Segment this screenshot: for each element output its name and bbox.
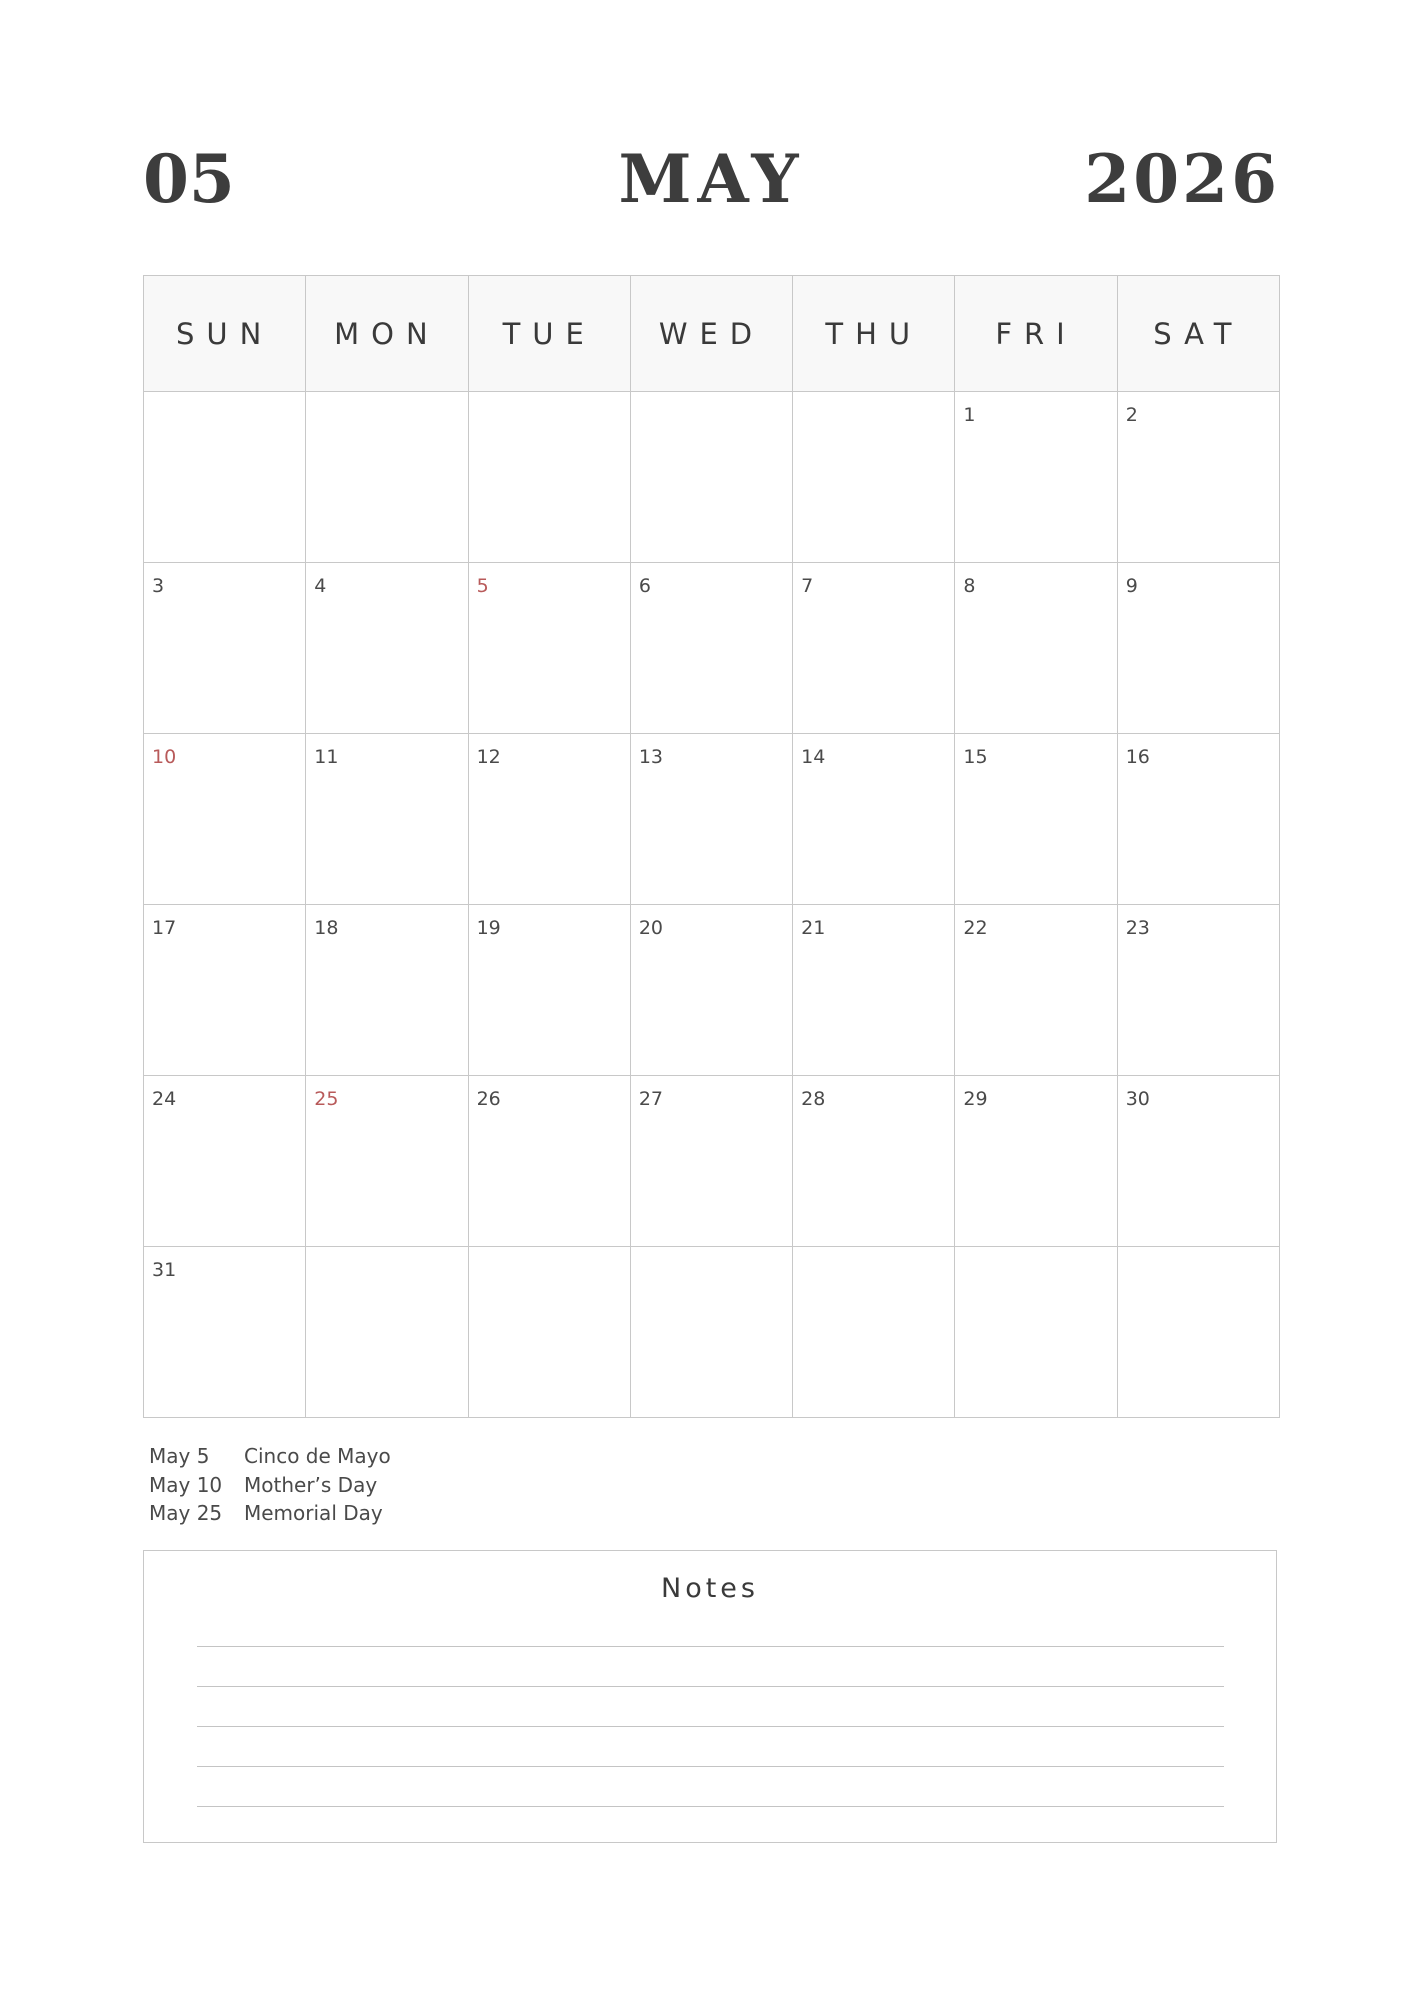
- day-cell: [793, 1247, 955, 1418]
- notes-line: [197, 1686, 1224, 1687]
- weekday-tue: TUE: [468, 276, 630, 392]
- day-cell: [955, 905, 1117, 1076]
- day-number: 16: [1125, 746, 1150, 768]
- day-number: 15: [963, 746, 988, 768]
- week-row: [144, 1247, 1280, 1418]
- week-row: [144, 563, 1280, 734]
- holiday-list: [149, 1442, 391, 1528]
- weekday-sun: SUN: [144, 276, 306, 392]
- day-number: 30: [1125, 1088, 1150, 1110]
- day-cell: [793, 734, 955, 905]
- day-number: 7: [801, 575, 814, 597]
- day-number: 8: [963, 575, 976, 597]
- day-cell: [630, 563, 792, 734]
- week-row: [144, 734, 1280, 905]
- day-number: 22: [963, 917, 988, 939]
- day-cell: [793, 392, 955, 563]
- day-number: 12: [476, 746, 501, 768]
- weekday-header-row: [144, 276, 1280, 392]
- day-cell: [306, 1247, 468, 1418]
- holiday-name: Mother’s Day: [244, 1472, 378, 1497]
- day-cell: [955, 734, 1117, 905]
- weekday-thu: THU: [793, 276, 955, 392]
- day-cell: [144, 734, 306, 905]
- holiday-name: Memorial Day: [244, 1501, 383, 1525]
- day-number-holiday: 10: [152, 746, 177, 768]
- day-cell: [1117, 392, 1279, 563]
- year: 2026: [1084, 140, 1280, 218]
- day-number-holiday: 5: [476, 575, 489, 597]
- day-number: 17: [152, 917, 177, 939]
- day-cell: [793, 563, 955, 734]
- notes-title: Notes: [661, 1573, 759, 1604]
- day-number: 31: [152, 1259, 177, 1281]
- day-cell: [468, 392, 630, 563]
- weekday-sat: SAT: [1117, 276, 1279, 392]
- day-cell: [1117, 563, 1279, 734]
- day-cell: [306, 392, 468, 563]
- weekday-mon: MON: [306, 276, 468, 392]
- day-cell: [1117, 734, 1279, 905]
- day-cell: [306, 734, 468, 905]
- day-cell: [468, 734, 630, 905]
- day-cell: [468, 563, 630, 734]
- holiday-name: Cinco de Mayo: [244, 1444, 391, 1468]
- day-number: 26: [476, 1088, 501, 1110]
- month-grid: [143, 275, 1280, 1418]
- day-cell: [1117, 905, 1279, 1076]
- day-cell: [306, 563, 468, 734]
- day-cell: [955, 392, 1117, 563]
- day-number: 18: [314, 917, 339, 939]
- holiday-date: May 10: [149, 1472, 223, 1497]
- day-number: 3: [152, 575, 165, 597]
- day-number-holiday: 25: [314, 1088, 339, 1110]
- day-cell: [630, 905, 792, 1076]
- month-number: 05: [143, 140, 235, 218]
- day-cell: [793, 905, 955, 1076]
- notes-box: [143, 1550, 1277, 1843]
- holiday-date: May 25: [149, 1501, 223, 1525]
- day-number: 6: [638, 575, 651, 597]
- day-cell: [468, 1076, 630, 1247]
- month-name: MAY: [618, 140, 805, 218]
- weekday-fri: FRI: [955, 276, 1117, 392]
- day-number: 11: [314, 746, 339, 768]
- day-number: 21: [801, 917, 826, 939]
- day-cell: [630, 1247, 792, 1418]
- day-number: 4: [314, 575, 327, 597]
- day-number: 19: [476, 917, 501, 939]
- day-number: 14: [801, 746, 826, 768]
- day-cell: [955, 563, 1117, 734]
- day-cell: [955, 1247, 1117, 1418]
- holiday-item: [149, 1442, 391, 1471]
- holiday-item: [149, 1499, 391, 1528]
- day-number: 20: [638, 917, 664, 939]
- notes-line: [197, 1646, 1224, 1647]
- calendar-header: [143, 140, 1280, 230]
- day-cell: [955, 1076, 1117, 1247]
- day-number: 29: [963, 1088, 988, 1110]
- day-number: 9: [1125, 575, 1138, 597]
- week-row: [144, 392, 1280, 563]
- day-number: 1: [963, 404, 976, 426]
- day-number: 23: [1125, 917, 1150, 939]
- day-number: 27: [638, 1088, 664, 1110]
- day-number: 24: [152, 1088, 177, 1110]
- day-cell: [144, 1076, 306, 1247]
- notes-line: [197, 1726, 1224, 1727]
- weekday-wed: WED: [630, 276, 792, 392]
- day-cell: [1117, 1247, 1279, 1418]
- week-row: [144, 1076, 1280, 1247]
- holiday-date: May 5: [149, 1444, 210, 1468]
- day-cell: [144, 1247, 306, 1418]
- day-number: 13: [638, 746, 664, 768]
- day-cell: [468, 905, 630, 1076]
- day-cell: [144, 905, 306, 1076]
- holiday-item: [149, 1471, 391, 1500]
- notes-line: [197, 1766, 1224, 1767]
- day-cell: [468, 1247, 630, 1418]
- day-cell: [306, 1076, 468, 1247]
- day-cell: [793, 1076, 955, 1247]
- week-row: [144, 905, 1280, 1076]
- day-cell: [144, 392, 306, 563]
- day-cell: [144, 563, 306, 734]
- day-number: 2: [1125, 404, 1138, 426]
- day-cell: [630, 392, 792, 563]
- day-cell: [630, 734, 792, 905]
- notes-line: [197, 1806, 1224, 1807]
- day-cell: [630, 1076, 792, 1247]
- day-cell: [1117, 1076, 1279, 1247]
- day-cell: [306, 905, 468, 1076]
- day-number: 28: [801, 1088, 826, 1110]
